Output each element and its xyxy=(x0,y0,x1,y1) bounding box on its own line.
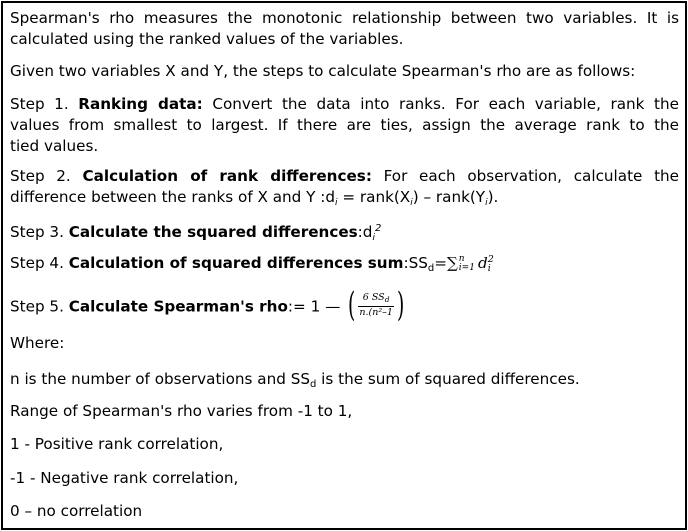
sum-symbol: =∑ xyxy=(434,254,458,272)
where-line: Where: xyxy=(10,334,65,352)
intro-paragraph xyxy=(10,8,679,50)
positive-correlation-line: 1 - Positive rank correlation, xyxy=(10,435,224,453)
n-def-sub-d: d xyxy=(309,379,317,390)
step-2-sub-i-3: i xyxy=(485,198,488,208)
step-5-title: Calculate Spearman's rho xyxy=(68,297,288,316)
step-2-line-1 xyxy=(10,166,679,187)
fraction-denominator: n.(n²–1 xyxy=(359,306,393,318)
step-3-sub-i: i xyxy=(372,233,375,243)
step-3-prefix: Step 3. xyxy=(10,223,69,241)
n-def-text-2: is the sum of squared differences. xyxy=(316,370,580,388)
sum-lower: i=1 xyxy=(458,263,475,273)
intro-line-2: calculated using the ranked values of the variables. xyxy=(10,30,404,48)
n-def-text-1: n is the number of observations and SS xyxy=(10,370,310,388)
step-1-prefix: Step 1. xyxy=(10,95,79,113)
sum-expression xyxy=(434,253,494,274)
step-2-text: difference between the ranks of X and Y :d xyxy=(10,188,335,206)
step-2-title: Calculation of rank differences: xyxy=(82,167,372,185)
given-line: Given two variables X and Y, the steps to calculate Spearman's rho are as follows: xyxy=(10,62,636,80)
sum-limits xyxy=(459,255,475,273)
step-3-rest: :d xyxy=(357,223,373,241)
no-correlation-line: 0 – no correlation xyxy=(10,502,143,520)
step-4-rest: :SS xyxy=(403,254,428,272)
step-1-title: Ranking data: xyxy=(78,95,203,113)
sum-upper: n xyxy=(458,254,465,264)
step-4-sub-d: d xyxy=(427,263,435,274)
step-1-rest: Convert the data into ranks. For each variable, rank the xyxy=(202,95,679,113)
negative-correlation-line: -1 - Negative rank correlation, xyxy=(10,469,239,487)
term-sup: 2 xyxy=(487,254,494,265)
left-paren: ( xyxy=(348,285,356,325)
step-4-title: Calculation of squared differences sum xyxy=(68,254,404,272)
numerator-text: 6 SS xyxy=(362,291,385,303)
step-1-line-3: tied values. xyxy=(10,137,99,155)
step-3-line xyxy=(10,218,679,249)
step-2-sub-i-2: i xyxy=(410,198,413,208)
step-2-eq-end: ). xyxy=(487,188,499,206)
step-2-eq-mid: = rank(X xyxy=(337,188,411,206)
numerator-sub: d xyxy=(384,294,390,304)
rho-fraction xyxy=(345,285,407,325)
step-2-paragraph xyxy=(10,166,679,214)
step-4-prefix: Step 4. xyxy=(10,254,69,272)
range-line: Range of Spearman's rho varies from -1 to 1, xyxy=(10,402,353,420)
step-5-line xyxy=(10,285,679,325)
step-1-line-2: values from smallest to largest. If there are ties, assign the average rank to the xyxy=(10,116,679,134)
n-definition-line xyxy=(10,369,679,395)
step-5-prefix: Step 5. xyxy=(10,297,69,316)
step-2-line-2 xyxy=(10,187,679,214)
step-1-line-1 xyxy=(10,94,679,115)
sum-term: d xyxy=(477,254,488,272)
step-1-paragraph xyxy=(10,94,679,157)
step-3-title: Calculate the squared differences xyxy=(68,223,358,241)
text-box xyxy=(1,1,687,530)
step-5-rest: := 1 — xyxy=(287,297,346,316)
step-2-eq-mid2: ) – rank(Y xyxy=(412,188,486,206)
fraction xyxy=(358,292,394,319)
intro-line-1: Spearman's rho measures the monotonic relationship between two variables. It is xyxy=(10,9,679,27)
term-sub: i xyxy=(487,263,491,274)
right-paren: ) xyxy=(396,285,405,325)
step-4-line xyxy=(10,253,679,279)
term-scripts xyxy=(488,255,494,273)
step-2-sub-i: i xyxy=(335,198,338,208)
step-2-prefix: Step 2. xyxy=(10,167,83,185)
fraction-numerator xyxy=(358,292,394,307)
step-3-sup-2: 2 xyxy=(374,223,382,234)
step-2-rest: For each observation, calculate the xyxy=(371,167,680,185)
